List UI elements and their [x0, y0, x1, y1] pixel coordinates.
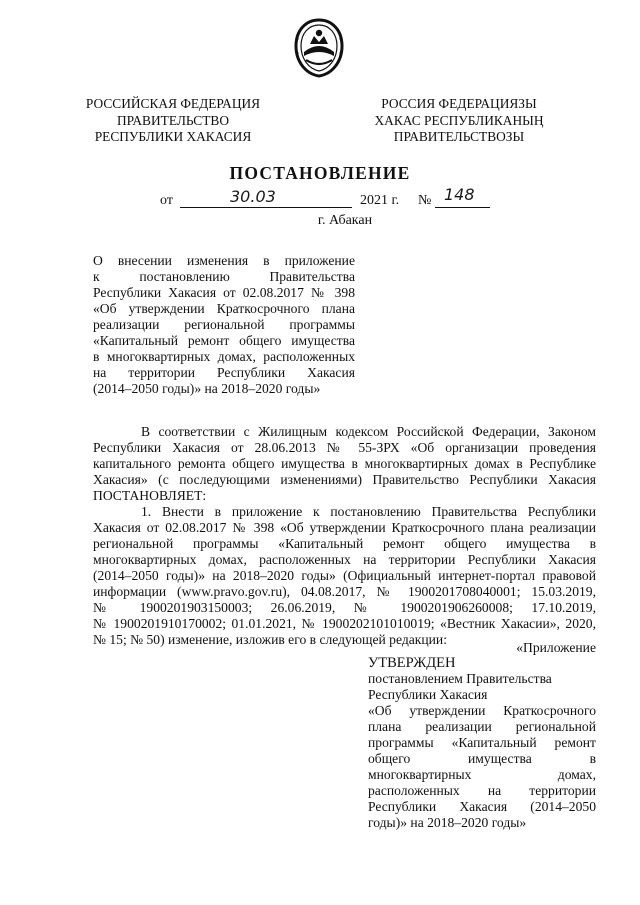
approval-line: Республики Хакасия (2014–2050	[368, 799, 596, 814]
header-left	[58, 96, 288, 146]
coat-of-arms-emblem	[292, 18, 346, 78]
item-line: (2014–2050 годы)» на 2018–2020 годы» (Официальный интернет-портал правовой	[93, 568, 596, 583]
approval-line: «Об утверждении Краткосрочного	[368, 703, 596, 718]
subject-line: (2014–2050 годы)» на 2018–2020 годы»	[93, 381, 321, 396]
approval-line: многоквартирных домах,	[368, 767, 596, 782]
number-label: №	[418, 193, 432, 208]
preamble-line: капитального ремонта общего имущества в многоквартирных домах в Республике	[93, 456, 596, 471]
header-right-line: ХАКАС РЕСПУБЛИКАНЫҢ	[374, 112, 544, 128]
header-right-line: РОССИЯ ФЕДЕРАЦИЯЗЫ	[381, 96, 537, 111]
subject-line: Республики Хакасия от 02.08.2017 № 398	[93, 285, 355, 300]
item-line: информации (www.pravo.gov.ru), 04.08.2017, № 1900201708040001; 15.03.2019,	[93, 584, 596, 599]
subject-line: на территории Республики Хакасия	[93, 365, 355, 380]
document-subject	[93, 253, 355, 397]
appendix-reference: «Приложение	[516, 640, 596, 655]
item-line: № 15; № 50) изменение, изложив его в следующей редакции:	[93, 632, 447, 647]
number-handwritten: 148	[444, 185, 475, 204]
subject-line: О внесении изменения в приложение	[93, 253, 355, 268]
approval-line: программы «Капитальный ремонт	[368, 735, 596, 750]
item-line: региональной программы «Капитальный ремонт общего имущества в	[93, 536, 596, 551]
header-left-line: РЕСПУБЛИКИ ХАКАСИЯ	[94, 129, 252, 144]
approval-line: расположенных на территории	[368, 783, 596, 798]
document-title: ПОСТАНОВЛЕНИЕ	[229, 163, 411, 183]
date-handwritten: 30.03	[230, 187, 276, 206]
header-left-line: РОССИЙСКАЯ ФЕДЕРАЦИЯ	[85, 96, 261, 111]
subject-line: в многоквартирных домах, расположенных	[93, 349, 355, 364]
subject-line: «Об утверждении Краткосрочного плана	[93, 301, 355, 316]
approval-block	[368, 655, 596, 831]
subject-line: к постановлению Правительства	[93, 269, 355, 284]
preamble-line: Республики Хакасия от 28.06.2013 № 55-ЗРХ «Об организации проведения	[93, 440, 596, 455]
preamble-line: Хакасия» (с последующими изменениями) Правительство Республики Хакасия	[93, 472, 596, 487]
preamble-line: В соответствии с Жилищным кодексом Российской Федерации, Законом	[141, 424, 596, 439]
subject-line: реализации региональной программы	[93, 317, 355, 332]
item-line: 1. Внести в приложение к постановлению Правительства Республики	[141, 504, 596, 519]
approval-line: постановлением Правительства	[368, 671, 552, 686]
subject-line: «Капитальный ремонт общего имущества	[93, 333, 355, 348]
date-number-line	[160, 185, 490, 212]
header-right-line: ПРАВИТЕЛЬСТВОЗЫ	[393, 129, 525, 144]
approval-line: УТВЕРЖДЕН	[368, 655, 456, 671]
item-line: многоквартирных домах, расположенных на территории Республики Хакасия	[93, 552, 596, 567]
city-name: г. Абакан	[317, 213, 373, 228]
header-right	[344, 96, 574, 146]
approval-line: общего имущества в	[368, 751, 596, 766]
item-line: Хакасия от 02.08.2017 № 398 «Об утверждении Краткосрочного плана реализации	[93, 520, 596, 535]
item-line: № 1900201910170002; 01.01.2021, № 1900202101010019; «Вестник Хакасии», 2020,	[93, 616, 596, 631]
preamble-line: ПОСТАНОВЛЯЕТ:	[93, 488, 207, 503]
approval-line: годы)» на 2018–2020 годы»	[368, 815, 527, 830]
preamble-paragraph	[93, 424, 596, 504]
date-from-label: от	[160, 193, 173, 208]
approval-line: плана реализации региональной	[368, 719, 596, 734]
approval-line: Республики Хакасия	[368, 687, 488, 702]
header-left-line: ПРАВИТЕЛЬСТВО	[116, 112, 229, 128]
year-label: 2021 г.	[360, 193, 400, 208]
item-line: № 1900201903150003; 26.06.2019, № 1900201906260008; 17.10.2019,	[93, 600, 596, 615]
item-1-paragraph	[93, 504, 596, 648]
